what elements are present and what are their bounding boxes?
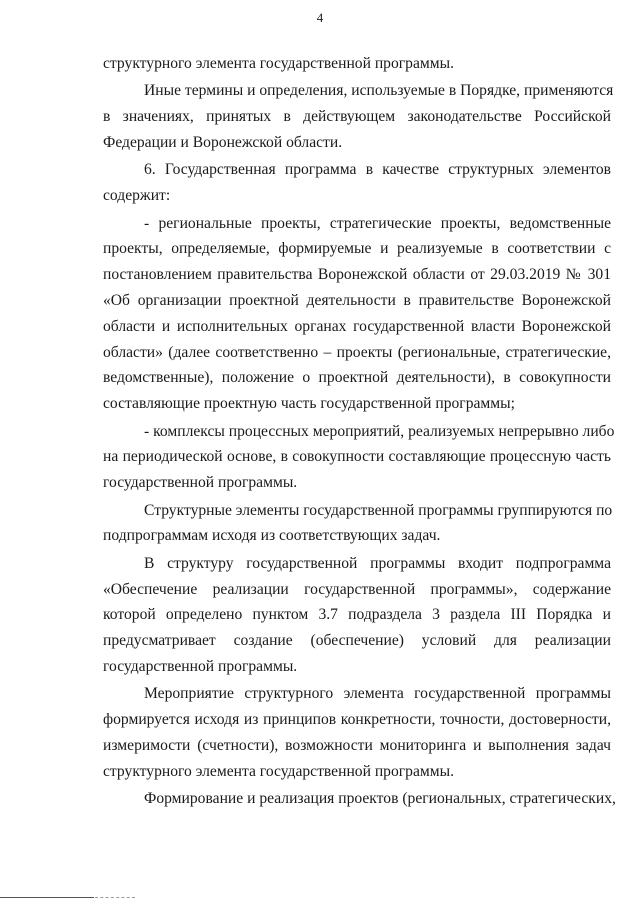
text-line: в значениях, принятых в действующем законодательстве Российской <box>103 108 611 126</box>
text-line: проекты, определяемые, формируемые и реализуемые в соответствии с <box>103 240 611 258</box>
document-body <box>103 51 616 812</box>
text-line: - комплексы процессных мероприятий, реализуемых непрерывно либо <box>144 422 615 440</box>
paragraph <box>103 551 611 680</box>
paragraph <box>103 157 611 209</box>
text-line: Иные термины и определения, используемые в Порядке, применяются <box>144 82 614 100</box>
footer-rule-dashed <box>95 897 135 898</box>
text-line: предусматривает создание (обеспечение) условий для реализации <box>103 632 611 650</box>
text-line: измеримости (счетности), возможности мониторинга и выполнения задач <box>103 736 611 754</box>
text-line: Структурные элементы государственной программы группируются по <box>144 501 613 519</box>
text-line: - региональные проекты, стратегические проекты, ведомственные <box>144 214 611 232</box>
footer-rule <box>0 897 94 898</box>
text-line: содержит: <box>103 187 171 205</box>
text-line: В структуру государственной программы входит подпрограмма <box>144 554 611 572</box>
paragraph <box>103 78 614 155</box>
text-line: области» (далее соответственно – проекты (региональные, стратегические, <box>103 343 611 361</box>
paragraph <box>103 498 611 550</box>
text-line: Формирование и реализация проектов (региональных, стратегических, <box>144 790 616 808</box>
paragraph <box>103 211 611 417</box>
text-line: структурного элемента государственной программы. <box>103 762 455 780</box>
text-line: на периодической основе, в совокупности составляющие процессную часть <box>103 448 611 466</box>
paragraph <box>103 419 615 496</box>
text-line: структурного элемента государственной программы. <box>103 55 455 72</box>
text-line: Мероприятие структурного элемента государственной программы <box>144 685 611 703</box>
text-line: подпрограммам исходя из соответствующих задач. <box>103 527 441 545</box>
paragraph <box>103 681 611 784</box>
paragraph <box>103 786 616 812</box>
page-number: 4 <box>316 10 324 25</box>
text-line: составляющие проектную часть государственной программы; <box>103 395 515 413</box>
text-line: Федерации и Воронежской области. <box>103 133 343 151</box>
text-line: «Об организации проектной деятельности в правительстве Воронежской <box>103 291 611 309</box>
text-line: формируется исходя из принципов конкретности, точности, достоверности, <box>103 711 611 729</box>
paragraph <box>103 51 611 77</box>
text-line: области и исполнительных органах государственной власти Воронежской <box>103 317 611 335</box>
text-line: государственной программы. <box>103 474 298 492</box>
text-line: постановлением правительства Воронежской области от 29.03.2019 № 301 <box>103 266 611 284</box>
text-line: государственной программы. <box>103 657 298 675</box>
text-line: ведомственные), положение о проектной деятельности), в совокупности <box>103 369 611 387</box>
text-line: 6. Государственная программа в качестве структурных элементов <box>144 161 611 179</box>
text-line: «Обеспечение реализации государственной программы», содержание <box>103 580 611 598</box>
text-line: которой определено пунктом 3.7 подраздела 3 раздела III Порядка и <box>103 606 611 624</box>
